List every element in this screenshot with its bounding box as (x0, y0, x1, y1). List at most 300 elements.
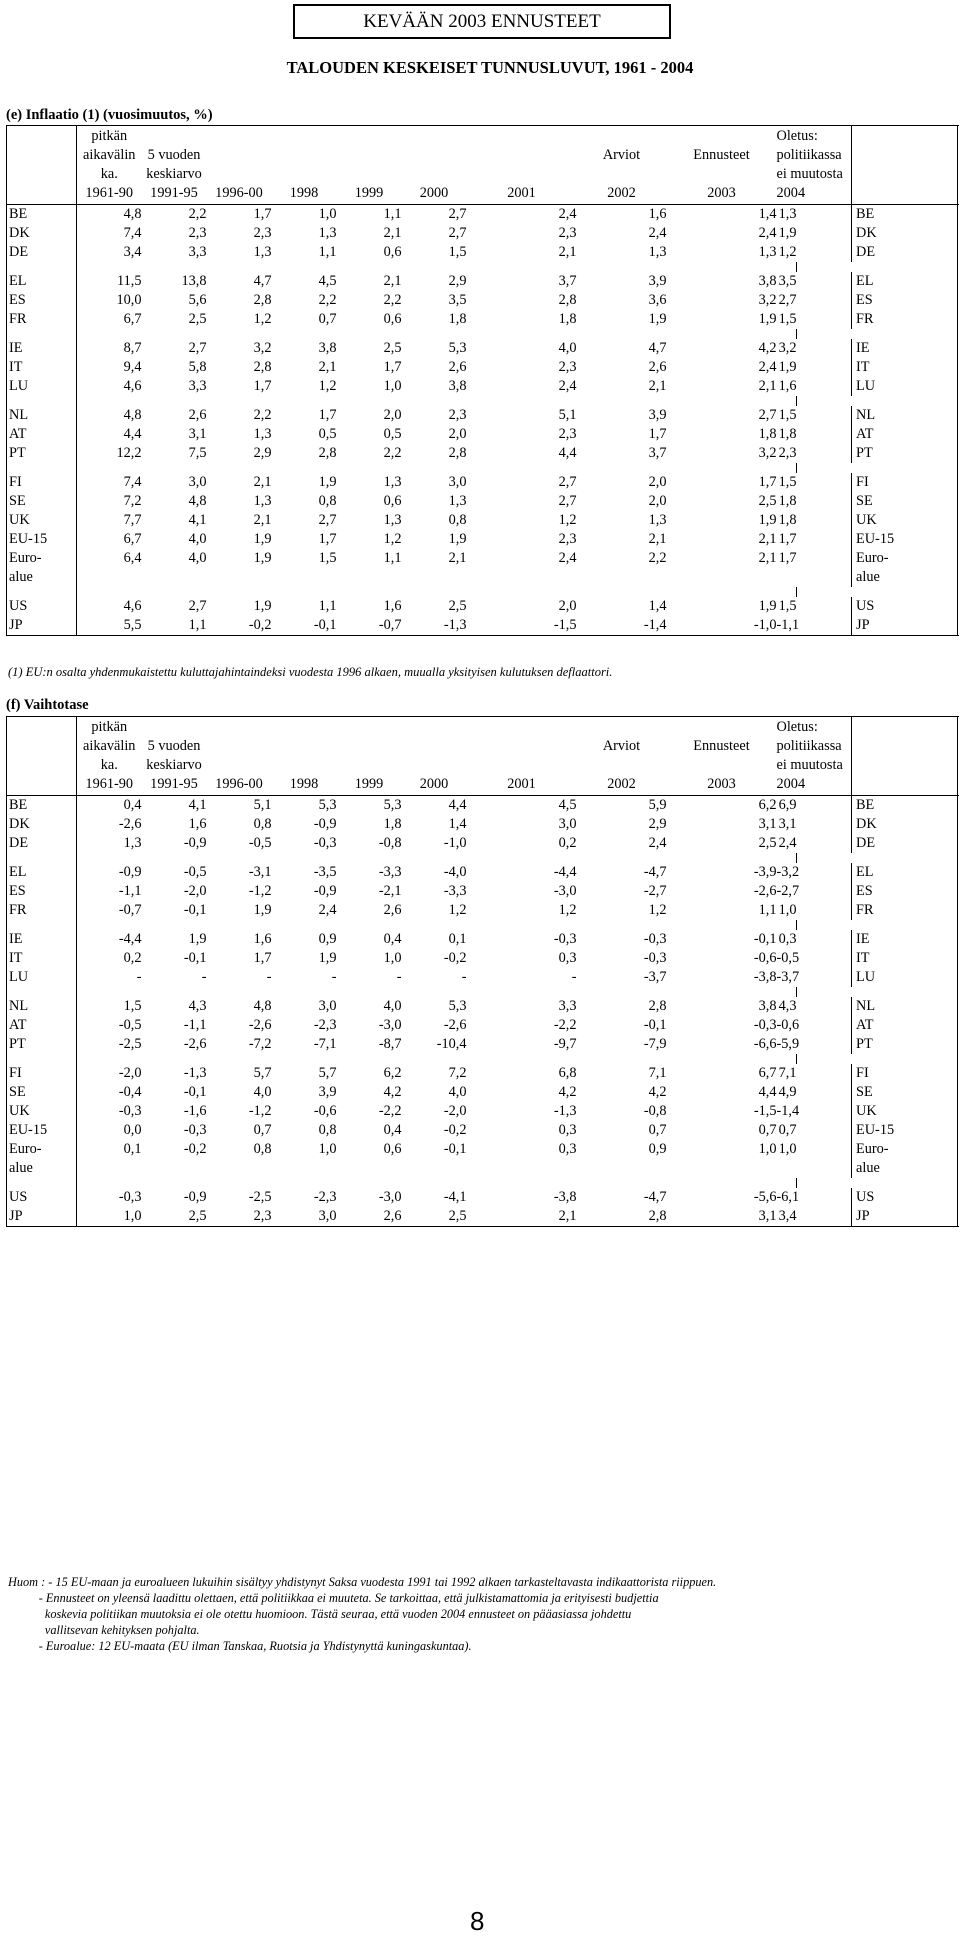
value-cell: -3,8 (553, 1189, 577, 1205)
value-cell: 1,3 (123, 835, 142, 851)
value-cell: 2,3 (558, 359, 577, 375)
value-cell: -6,1 (776, 1189, 800, 1205)
value-cell: -1,3 (443, 617, 467, 633)
column-header: politiikassa (776, 146, 842, 163)
value-cell: -3,0 (378, 1189, 402, 1205)
value-cell: 0,4 (383, 1122, 402, 1138)
value-cell: 2,8 (648, 1208, 667, 1224)
value-cell: 4,4 (758, 1084, 777, 1100)
value-cell: 1,2 (558, 902, 577, 918)
row-label: FR (7, 901, 77, 920)
group-spacer (7, 396, 958, 406)
column-header: Arviot (602, 146, 641, 163)
value-cell: 4,5 (318, 273, 337, 289)
value-cell: 3,8 (448, 378, 467, 394)
row-label: IE (7, 930, 77, 949)
value-cell: 1,3 (383, 512, 402, 528)
value-cell: 4,3 (188, 998, 207, 1014)
row-label: SE (7, 492, 77, 511)
value-cell: 2,5 (188, 1208, 207, 1224)
value-cell: 3,5 (448, 292, 467, 308)
column-header (577, 755, 667, 774)
row-label-right: US (852, 597, 958, 616)
value-cell: -0,2 (248, 617, 272, 633)
column-header: keskiarvo (146, 756, 202, 773)
value-cell: -1,2 (248, 883, 272, 899)
table-row (7, 205, 958, 225)
value-cell: -3,7 (776, 969, 800, 985)
value-cell: -0,1 (183, 950, 207, 966)
value-cell: 1,9 (758, 512, 777, 528)
table-row (7, 1207, 958, 1227)
value-cell: 6,2 (383, 1065, 402, 1081)
row-label: EL (7, 863, 77, 882)
value-cell: 3,0 (318, 998, 337, 1014)
row-label-right: DE (852, 243, 958, 262)
value-cell: 2,1 (383, 225, 402, 241)
row-label: alue (7, 568, 77, 587)
value-cell: 5,3 (448, 340, 467, 356)
value-cell: 3,2 (758, 445, 777, 461)
value-cell: 2,8 (558, 292, 577, 308)
row-label-right: PT (852, 1035, 958, 1054)
value-cell: -0,6 (313, 1103, 337, 1119)
value-cell: 1,8 (758, 426, 777, 442)
value-cell: 1,4 (448, 816, 467, 832)
value-cell: 0,7 (318, 311, 337, 327)
value-cell: 3,5 (778, 273, 797, 289)
value-cell: 1,2 (448, 902, 467, 918)
value-cell: -0,5 (118, 1017, 142, 1033)
value-cell: 1,4 (648, 598, 667, 614)
value-cell: 4,2 (558, 1084, 577, 1100)
row-label: LU (7, 968, 77, 987)
value-cell: 6,7 (123, 531, 142, 547)
column-header: keskiarvo (146, 165, 202, 182)
column-header (337, 755, 402, 774)
column-header: 1998 (272, 774, 337, 796)
table-row (7, 882, 958, 901)
column-header: 1991-95 (142, 183, 207, 205)
group-spacer (7, 329, 958, 339)
value-cell (402, 1159, 467, 1178)
value-cell: 1,8 (778, 493, 797, 509)
value-cell: -5,6 (753, 1189, 777, 1205)
column-header (337, 717, 402, 737)
value-cell: 1,5 (778, 311, 797, 327)
column-header: ei muutosta (776, 165, 843, 182)
value-cell (337, 1159, 402, 1178)
value-cell: -3,5 (313, 864, 337, 880)
value-cell: 1,8 (383, 816, 402, 832)
value-cell: 0,9 (648, 1141, 667, 1157)
value-cell: 0,3 (558, 1141, 577, 1157)
value-cell: 2,2 (318, 292, 337, 308)
row-label-right: DK (852, 815, 958, 834)
value-cell: 2,1 (758, 550, 777, 566)
value-cell: 7,4 (123, 474, 142, 490)
value-cell: 2,7 (448, 206, 467, 222)
value-cell: 3,9 (648, 273, 667, 289)
table-row (7, 616, 958, 636)
value-cell: 0,8 (318, 493, 337, 509)
value-cell: 2,7 (318, 512, 337, 528)
column-header (467, 755, 577, 774)
inflation-table (6, 125, 958, 636)
value-cell: 4,6 (123, 598, 142, 614)
value-cell: 3,0 (448, 474, 467, 490)
value-cell: -1,3 (553, 1103, 577, 1119)
value-cell: -1,3 (183, 1065, 207, 1081)
value-cell: -0,8 (643, 1103, 667, 1119)
value-cell: 1,9 (758, 311, 777, 327)
row-label-right: EL (852, 272, 958, 291)
row-label: IT (7, 949, 77, 968)
value-cell: -0,1 (643, 1017, 667, 1033)
value-cell: 2,6 (648, 359, 667, 375)
value-cell: 3,0 (558, 816, 577, 832)
value-cell: 1,2 (778, 244, 797, 260)
value-cell: -2,7 (643, 883, 667, 899)
value-cell: 3,2 (253, 340, 272, 356)
value-cell: -4,7 (643, 864, 667, 880)
value-cell: 2,9 (448, 273, 467, 289)
value-cell: -2,0 (443, 1103, 467, 1119)
value-cell: -4,7 (643, 1189, 667, 1205)
value-cell: -1,5 (753, 1103, 777, 1119)
row-label: DK (7, 815, 77, 834)
value-cell: - (136, 969, 142, 985)
value-cell: 1,2 (253, 311, 272, 327)
value-cell: -2,6 (118, 816, 142, 832)
table-row (7, 511, 958, 530)
value-cell: 2,7 (448, 225, 467, 241)
value-cell: 0,4 (383, 931, 402, 947)
note-line: Huom : - 15 EU-maan ja euroalueen lukuihin sisältyy yhdistynyt Saksa vuodesta 1991 tai 1992 alkaen tarkasteltavasta indikaattorista riippuen. (8, 1575, 717, 1589)
value-cell: 2,7 (558, 493, 577, 509)
group-spacer (7, 1178, 958, 1188)
value-cell: 2,1 (558, 244, 577, 260)
value-cell: -0,7 (118, 902, 142, 918)
value-cell: 7,2 (448, 1065, 467, 1081)
value-cell: 3,8 (318, 340, 337, 356)
row-label-right: NL (852, 997, 958, 1016)
value-cell: -7,2 (248, 1036, 272, 1052)
value-cell (142, 568, 207, 587)
row-label: US (7, 597, 77, 616)
value-cell: 4,4 (558, 445, 577, 461)
column-header: ka. (100, 165, 118, 182)
value-cell: 1,0 (778, 1141, 797, 1157)
value-cell (272, 568, 337, 587)
value-cell: 0,6 (383, 1141, 402, 1157)
value-cell: 3,2 (758, 292, 777, 308)
current-account-table (6, 716, 958, 1227)
value-cell: 1,7 (648, 426, 667, 442)
table-row (7, 997, 958, 1016)
row-label-right: ES (852, 882, 958, 901)
row-label-right: AT (852, 425, 958, 444)
inflation-footnote: (1) EU:n osalta yhdenmukaistettu kuluttajahintaindeksi vuodesta 1996 alkaen, muualla yksityisen kulutuksen deflaattori. (8, 665, 613, 679)
column-header: 2004 (777, 774, 797, 796)
row-label-right: Euro- (852, 549, 958, 568)
value-cell: 3,8 (758, 273, 777, 289)
column-header: aikavälin (83, 146, 136, 163)
value-cell: -1,2 (248, 1103, 272, 1119)
column-header (207, 755, 272, 774)
value-cell: 1,9 (318, 474, 337, 490)
value-cell: -1,0 (753, 617, 777, 633)
value-cell: 0,7 (758, 1122, 777, 1138)
column-header (402, 164, 467, 183)
value-cell: 3,8 (758, 998, 777, 1014)
row-label-right: UK (852, 511, 958, 530)
value-cell: 0,6 (383, 311, 402, 327)
row-label: BE (7, 796, 77, 816)
value-cell: 11,5 (117, 273, 142, 289)
column-header (207, 717, 272, 737)
value-cell: - (331, 969, 337, 985)
value-cell: -1,5 (553, 617, 577, 633)
value-cell: 7,1 (648, 1065, 667, 1081)
row-label-right: JP (852, 616, 958, 636)
column-header: pitkän (91, 718, 128, 735)
group-spacer (7, 920, 958, 930)
table-row (7, 1083, 958, 1102)
row-label-right: FI (852, 1064, 958, 1083)
value-cell: 1,8 (448, 311, 467, 327)
value-cell: 4,6 (123, 378, 142, 394)
value-cell: 1,8 (778, 512, 797, 528)
header-row (7, 145, 958, 164)
value-cell: 3,3 (188, 244, 207, 260)
value-cell: -2,0 (118, 1065, 142, 1081)
value-cell: 2,5 (383, 340, 402, 356)
table-row (7, 1064, 958, 1083)
value-cell: 1,9 (778, 225, 797, 241)
column-header (667, 164, 777, 183)
table-row (7, 968, 958, 987)
row-label-right: alue (852, 1159, 958, 1178)
value-cell: -0,1 (183, 902, 207, 918)
column-header (272, 755, 337, 774)
column-header: 1998 (272, 183, 337, 205)
value-cell (777, 1159, 797, 1178)
column-header: politiikassa (776, 737, 842, 754)
column-header (207, 164, 272, 183)
value-cell: 6,7 (758, 1065, 777, 1081)
value-cell: 3,3 (558, 998, 577, 1014)
table-row (7, 291, 958, 310)
value-cell: 4,9 (778, 1084, 797, 1100)
value-cell: 1,0 (383, 950, 402, 966)
value-cell: -3,9 (753, 864, 777, 880)
column-header (402, 736, 467, 755)
value-cell: 1,3 (383, 474, 402, 490)
column-header (467, 717, 577, 737)
row-label: FI (7, 1064, 77, 1083)
value-cell: 4,0 (448, 1084, 467, 1100)
value-cell: 4,0 (253, 1084, 272, 1100)
row-label-right: LU (852, 377, 958, 396)
column-header (207, 736, 272, 755)
value-cell: -0,5 (248, 835, 272, 851)
value-cell: 4,8 (253, 998, 272, 1014)
inflation-section-title: (e) Inflaatio (1) (vuosimuutos, %) (6, 107, 213, 123)
value-cell: 0,8 (253, 1141, 272, 1157)
column-header (402, 755, 467, 774)
row-label: PT (7, 444, 77, 463)
column-header (467, 145, 577, 164)
value-cell: 5,6 (188, 292, 207, 308)
value-cell: -9,7 (553, 1036, 577, 1052)
table-row (7, 224, 958, 243)
value-cell: 2,8 (648, 998, 667, 1014)
row-label-right: Euro- (852, 1140, 958, 1159)
value-cell (207, 1159, 272, 1178)
value-cell: -0,3 (118, 1103, 142, 1119)
value-cell (777, 568, 797, 587)
value-cell: -0,3 (183, 1122, 207, 1138)
header-row (7, 736, 958, 755)
value-cell: 2,7 (188, 340, 207, 356)
value-cell: 2,2 (648, 550, 667, 566)
value-cell: 5,7 (318, 1065, 337, 1081)
value-cell: 5,3 (318, 797, 337, 813)
table-row (7, 1121, 958, 1140)
column-header (272, 164, 337, 183)
value-cell: -2,7 (776, 883, 800, 899)
value-cell: -1,0 (443, 835, 467, 851)
table-row (7, 1140, 958, 1159)
value-cell: 0,0 (123, 1122, 142, 1138)
value-cell: 4,8 (123, 206, 142, 222)
table-row (7, 930, 958, 949)
value-cell: - (396, 969, 402, 985)
value-cell: -0,1 (183, 1084, 207, 1100)
value-cell: 1,7 (758, 474, 777, 490)
value-cell: 1,3 (253, 244, 272, 260)
value-cell: 1,3 (778, 206, 797, 222)
column-header (402, 126, 467, 146)
row-label: EU-15 (7, 1121, 77, 1140)
value-cell: 2,1 (758, 531, 777, 547)
column-header (577, 717, 667, 737)
value-cell: 2,3 (188, 225, 207, 241)
value-cell: -7,9 (643, 1036, 667, 1052)
value-cell: 4,7 (648, 340, 667, 356)
value-cell: 2,4 (318, 902, 337, 918)
value-cell: -0,7 (378, 617, 402, 633)
notes-block (8, 1574, 716, 1654)
value-cell: 2,8 (253, 292, 272, 308)
column-header (577, 164, 667, 183)
value-cell: 2,2 (253, 407, 272, 423)
value-cell: -7,1 (313, 1036, 337, 1052)
value-cell: 6,7 (123, 311, 142, 327)
value-cell: 1,6 (778, 378, 797, 394)
page-number: 8 (470, 1906, 485, 1936)
forecast-header-box (293, 4, 671, 39)
value-cell: 1,8 (558, 311, 577, 327)
value-cell: 2,6 (188, 407, 207, 423)
value-cell: 7,2 (123, 493, 142, 509)
value-cell: 7,7 (123, 512, 142, 528)
column-header: 1999 (337, 183, 402, 205)
value-cell: 3,9 (318, 1084, 337, 1100)
header-row (7, 164, 958, 183)
value-cell: 1,9 (758, 598, 777, 614)
column-header: Oletus: (776, 127, 818, 144)
row-label: PT (7, 1035, 77, 1054)
row-label-right: IE (852, 339, 958, 358)
value-cell: -2,0 (183, 883, 207, 899)
value-cell: -1,4 (643, 617, 667, 633)
value-cell: -0,2 (443, 1122, 467, 1138)
row-label: NL (7, 997, 77, 1016)
column-header: Ennusteet (693, 146, 750, 163)
value-cell: 4,0 (188, 550, 207, 566)
table-row (7, 568, 958, 587)
value-cell: -3,3 (443, 883, 467, 899)
value-cell: 1,6 (648, 206, 667, 222)
column-header (272, 717, 337, 737)
value-cell: 5,9 (648, 797, 667, 813)
row-label: AT (7, 1016, 77, 1035)
value-cell (402, 568, 467, 587)
value-cell: 0,7 (253, 1122, 272, 1138)
table-row (7, 444, 958, 463)
value-cell: -3,0 (553, 883, 577, 899)
note-line: vallitsevan kehityksen pohjalta. (8, 1623, 200, 1637)
table-row (7, 815, 958, 834)
table-row (7, 358, 958, 377)
value-cell: 9,4 (123, 359, 142, 375)
value-cell: -2,6 (753, 883, 777, 899)
row-label-right: AT (852, 1016, 958, 1035)
value-cell: 2,3 (778, 445, 797, 461)
column-header: 2002 (577, 774, 667, 796)
value-cell: 2,1 (253, 474, 272, 490)
column-header: 2000 (402, 183, 467, 205)
column-header: 1999 (337, 774, 402, 796)
row-label: Euro- (7, 549, 77, 568)
value-cell: - (571, 969, 577, 985)
note-line: - Ennusteet on yleensä laadittu olettaen, että politiikkaa ei muuteta. Se tarkoittaa, että julkistamattomia ja erityisesti budjettia (8, 1591, 659, 1605)
value-cell: 1,4 (758, 206, 777, 222)
group-spacer (7, 587, 958, 597)
value-cell: 2,0 (558, 598, 577, 614)
value-cell: 4,4 (123, 426, 142, 442)
value-cell: 1,0 (123, 1208, 142, 1224)
value-cell (272, 1159, 337, 1178)
row-label-right: DK (852, 224, 958, 243)
row-label-right: EL (852, 863, 958, 882)
value-cell: 2,4 (778, 835, 797, 851)
value-cell: 7,4 (123, 225, 142, 241)
value-cell: 0,6 (383, 244, 402, 260)
value-cell: 1,2 (383, 531, 402, 547)
value-cell (207, 568, 272, 587)
column-header (142, 717, 207, 737)
value-cell: -2,6 (443, 1017, 467, 1033)
group-spacer (7, 262, 958, 272)
row-label: UK (7, 1102, 77, 1121)
value-cell: 1,7 (253, 206, 272, 222)
value-cell: -10,4 (436, 1036, 467, 1052)
column-header (337, 145, 402, 164)
value-cell (77, 568, 142, 587)
